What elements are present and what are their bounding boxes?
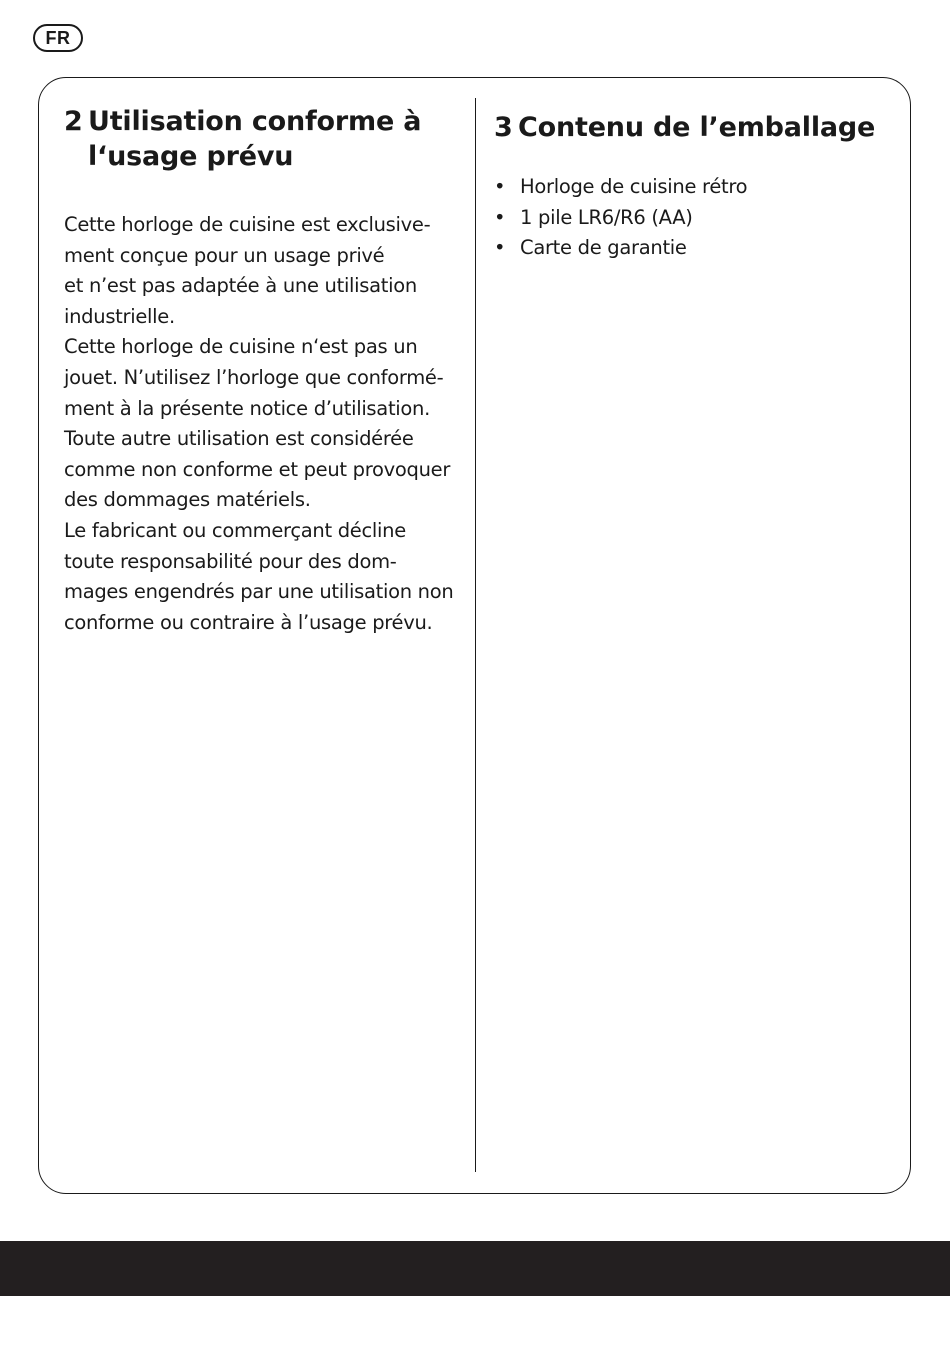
paragraph-line: Cette horloge de cuisine est exclusive- (64, 213, 431, 236)
list-item (494, 233, 884, 264)
list-item-label: Carte de garantie (520, 236, 687, 260)
section-2-heading-line-1 (64, 104, 456, 139)
paragraph-line: ment conçue pour un usage privé (64, 243, 385, 267)
paragraph-line: industrielle. (64, 304, 175, 328)
language-badge: FR (33, 24, 83, 52)
paragraph-line: ment à la présente notice d’utilisation. (64, 396, 430, 420)
section-2-title-line-2: l‘usage prévu (88, 141, 294, 172)
paragraph-line: conforme ou contraire à l’usage prévu. (64, 610, 433, 634)
section-2-number: 2 (64, 106, 83, 137)
section-2-paragraph (64, 210, 456, 638)
section-3-heading (494, 110, 884, 145)
list-item (494, 172, 884, 203)
paragraph-line: mages engendrés par une utilisation non (64, 580, 454, 604)
paragraph-line: jouet. N’utilisez l’horloge que conformé- (64, 365, 444, 389)
section-3-number: 3 (494, 112, 513, 143)
section-intended-use (64, 104, 456, 638)
paragraph-line: et n’est pas adaptée à une utilisation (64, 274, 417, 298)
bullet-icon: • (494, 205, 506, 229)
bullet-icon: • (494, 175, 506, 198)
section-2-heading (64, 104, 456, 174)
paragraph-line: comme non conforme et peut provoquer (64, 457, 451, 481)
paragraph-line: Le fabricant ou commerçant décline (64, 518, 406, 542)
list-item-label: Horloge de cuisine rétro (520, 175, 748, 198)
paragraph-line: Toute autre utilisation est considérée (64, 427, 414, 451)
paragraph-line: Cette horloge de cuisine n‘est pas un (64, 335, 418, 359)
list-item-label: 1 pile LR6/R6 (AA) (520, 205, 693, 229)
footer-bar (0, 1241, 950, 1296)
bullet-icon: • (494, 236, 506, 260)
column-divider (475, 98, 476, 1172)
package-contents-list (494, 172, 884, 264)
paragraph-line: des dommages matériels. (64, 488, 311, 512)
section-3-title: Contenu de l’emballage (518, 112, 876, 143)
list-item (494, 203, 884, 234)
section-2-title-line-1: Utilisation conforme à (88, 106, 422, 137)
paragraph-line: toute responsabilité pour des dom- (64, 549, 397, 573)
section-package-contents (494, 110, 884, 264)
